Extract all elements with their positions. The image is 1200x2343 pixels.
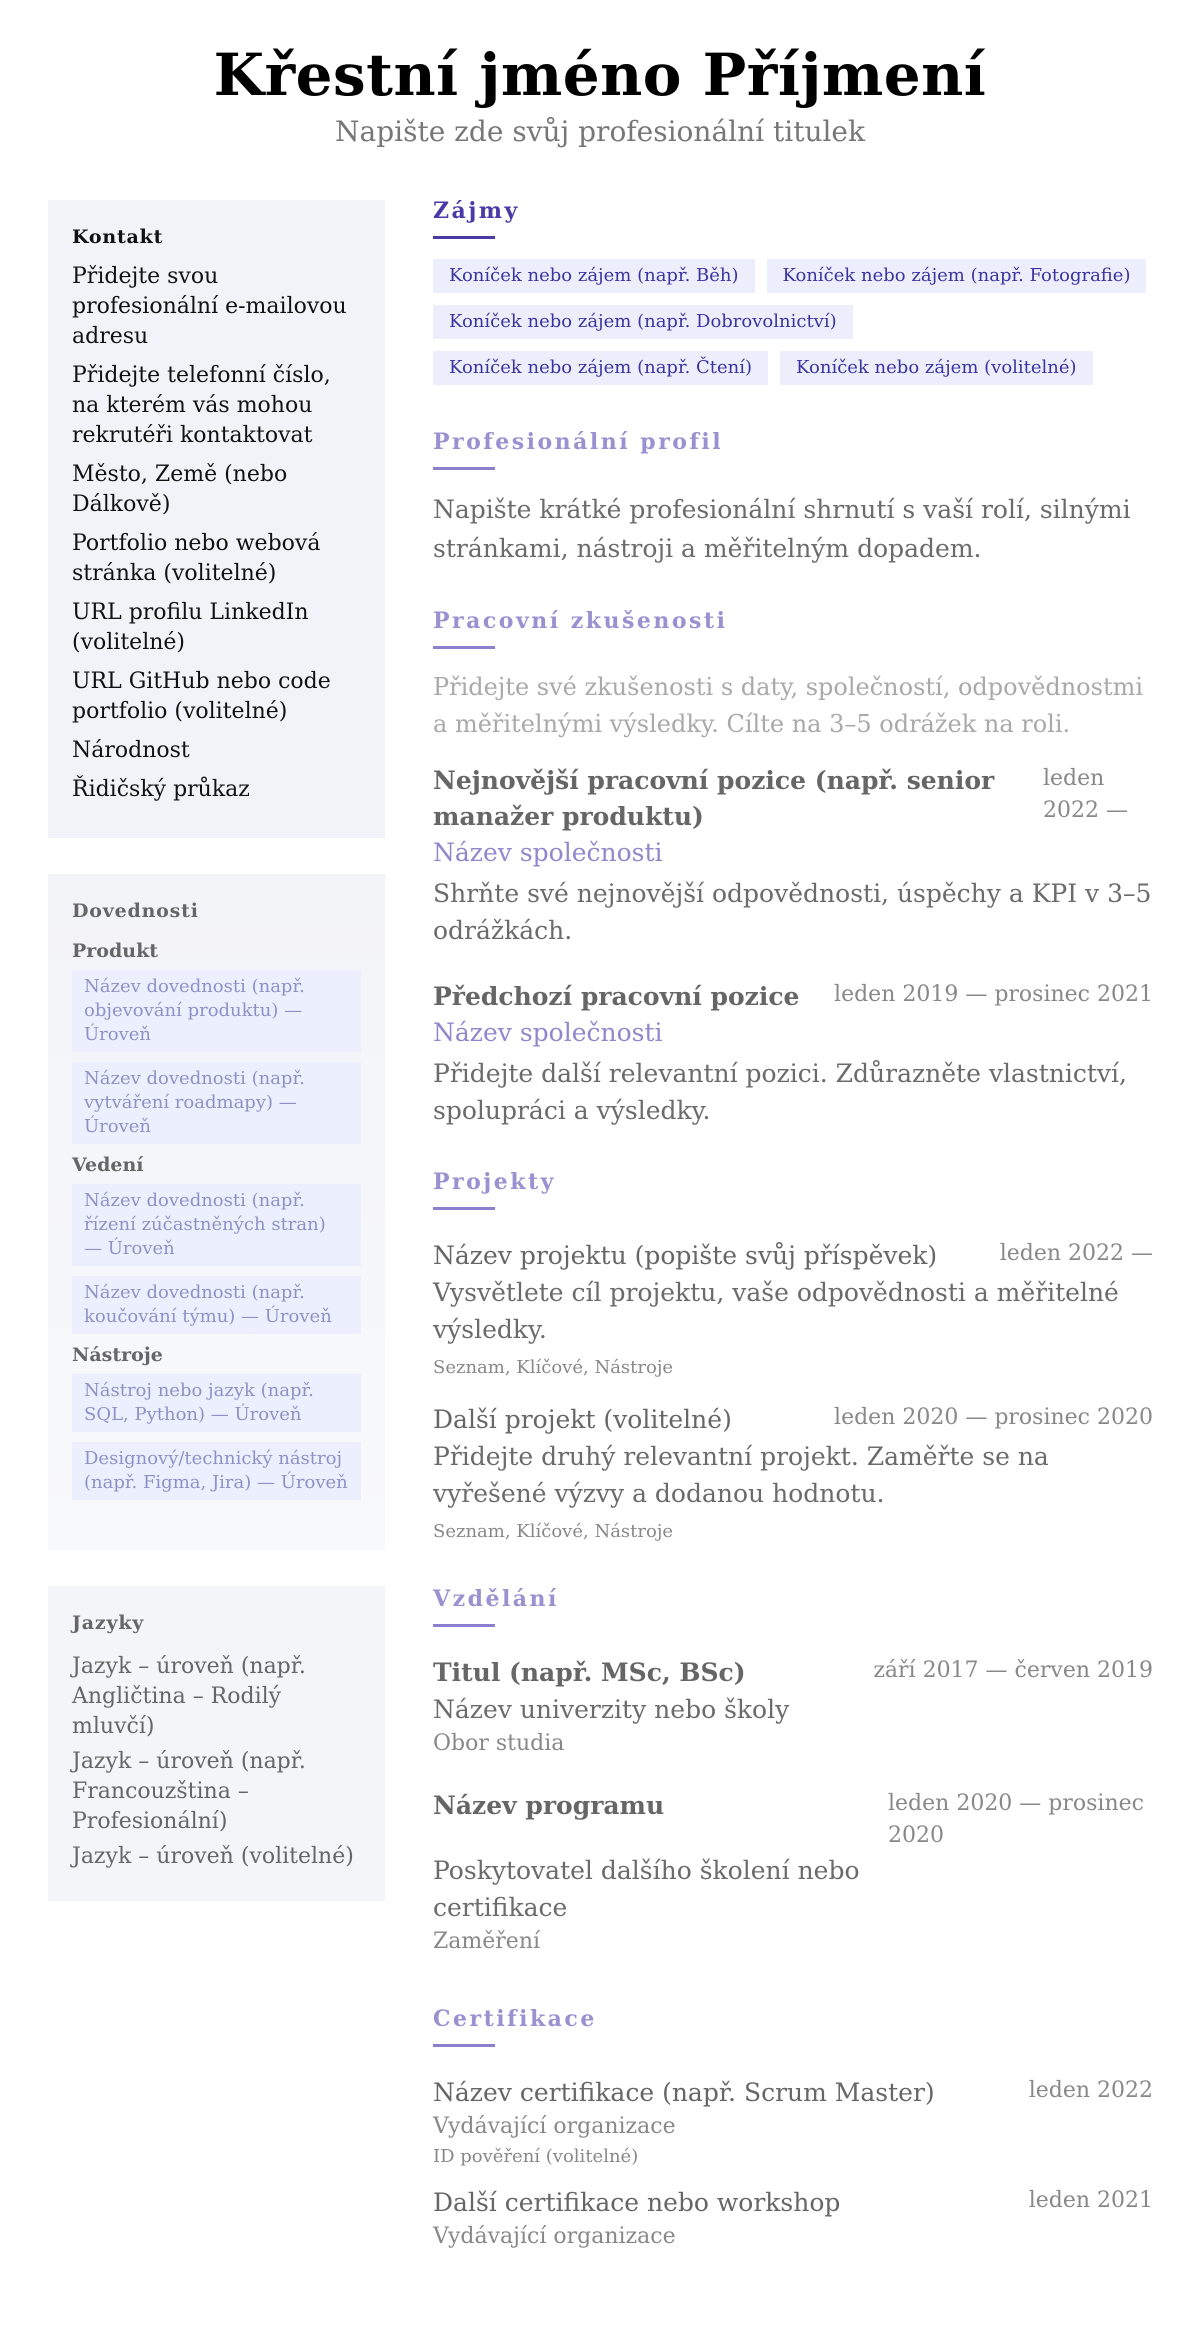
project-date: leden 2020 — prosinec 2020 — [834, 1405, 1153, 1430]
interest-tag: Koníček nebo zájem (např. Čtení) — [433, 351, 768, 385]
project-date: leden 2022 — — [999, 1241, 1153, 1266]
project-tags: Seznam, Klíčové, Nástroje — [433, 1521, 674, 1542]
skill-item: Designový/technický nástroj (např. Figma, Jira) — Úroveň — [72, 1442, 361, 1500]
certification-date: leden 2021 — [1028, 2188, 1153, 2213]
education-entry — [433, 1788, 1153, 1958]
full-name: Křestní jméno Příjmení — [213, 41, 987, 109]
school-name: Název univerzity nebo školy — [433, 1695, 790, 1724]
contact-panel — [48, 200, 385, 838]
resume-header — [0, 40, 1200, 152]
interests-section — [433, 198, 1153, 385]
section-title: Projekty — [433, 1169, 556, 1195]
company-name: Název společnosti — [433, 838, 663, 867]
skill-item: Název dovednosti (např. vytváření roadmapy) — Úroveň — [72, 1062, 361, 1144]
language-item: Jazyk – úroveň (volitelné) — [72, 1844, 354, 1869]
interest-tag: Koníček nebo zájem (volitelné) — [780, 351, 1093, 385]
language-item: Jazyk – úroveň (např. Francouzština – Profesionální) — [72, 1749, 306, 1834]
project-title: Další projekt (volitelné) — [433, 1405, 732, 1434]
languages-panel — [48, 1586, 385, 1901]
degree-title: Název programu — [433, 1791, 665, 1820]
skills-panel — [48, 874, 385, 1550]
certifications-section — [433, 2006, 1153, 2253]
contact-location: Město, Země (nebo Dálkově) — [72, 462, 288, 517]
contact-phone: Přidejte telefonní číslo, na kterém vás mohou rekrutéři kontaktovat — [72, 363, 331, 448]
job-date: leden 2019 — prosinec 2021 — [834, 982, 1153, 1007]
job-title: Nejnovější pracovní pozice (např. senior manažer produktu) — [433, 766, 995, 831]
project-description: Přidejte druhý relevantní projekt. Zaměřte se na vyřešené výzvy a dodanou hodnotu. — [433, 1442, 1049, 1508]
contact-github: URL GitHub nebo code portfolio (volitelné) — [72, 669, 331, 724]
section-title: Zájmy — [433, 198, 520, 224]
section-divider — [433, 1624, 495, 1627]
interest-tag: Koníček nebo zájem (např. Fotografie) — [767, 259, 1147, 293]
skill-item: Název dovednosti (např. objevování produktu) — Úroveň — [72, 970, 361, 1052]
sidebar — [48, 200, 385, 1901]
experience-intro: Přidejte své zkušenosti s daty, společností, odpovědnostmi a měřitelnými výsledky. Cílte na 3–5 odrážek na roli. — [433, 673, 1144, 738]
certification-title: Další certifikace nebo workshop — [433, 2188, 841, 2217]
skill-group-title: Nástroje — [72, 1344, 163, 1366]
profile-summary: Napište krátké profesionální shrnutí s vaší rolí, silnými stránkami, nástroji a měřitelným dopadem. — [433, 495, 1131, 563]
experience-section — [433, 608, 1153, 1129]
job-description: Přidejte další relevantní pozici. Zdůrazněte vlastnictví, spolupráci a výsledky. — [433, 1059, 1127, 1125]
project-description: Vysvětlete cíl projektu, vaše odpovědnosti a měřitelné výsledky. — [433, 1278, 1119, 1344]
job-description: Shrňte své nejnovější odpovědnosti, úspěchy a KPI v 3–5 odrážkách. — [433, 879, 1152, 945]
section-divider — [433, 646, 495, 649]
job-date: leden 2022 — — [1043, 766, 1128, 823]
certification-issuer: Vydávající organizace — [433, 2224, 676, 2249]
skill-group-title: Vedení — [72, 1154, 144, 1176]
certification-issuer: Vydávající organizace — [433, 2114, 676, 2139]
interest-tags — [433, 259, 1153, 385]
section-divider — [433, 1207, 495, 1210]
certification-entry — [433, 2075, 1153, 2171]
interest-tag: Koníček nebo zájem (např. Dobrovolnictví) — [433, 305, 853, 339]
contact-nationality: Národnost — [72, 738, 190, 763]
education-date: září 2017 — červen 2019 — [873, 1658, 1153, 1683]
section-divider — [433, 2044, 495, 2047]
experience-entry — [433, 979, 1153, 1129]
school-name: Poskytovatel dalšího školení nebo certifikace — [433, 1856, 860, 1922]
professional-headline: Napište zde svůj profesionální titulek — [335, 115, 865, 148]
contact-title: Kontakt — [72, 226, 164, 248]
credential-id: ID pověření (volitelné) — [433, 2146, 639, 2167]
certification-title: Název certifikace (např. Scrum Master) — [433, 2078, 935, 2107]
project-entry — [433, 1238, 1153, 1382]
languages-title: Jazyky — [72, 1612, 145, 1634]
experience-entry — [433, 763, 1153, 949]
section-divider — [433, 467, 495, 470]
language-item: Jazyk – úroveň (např. Angličtina – Rodilý mluvčí) — [72, 1654, 306, 1739]
education-date: leden 2020 — prosinec 2020 — [888, 1791, 1144, 1848]
company-name: Název společnosti — [433, 1018, 663, 1047]
skills-title: Dovednosti — [72, 900, 199, 922]
project-title: Název projektu (popište svůj příspěvek) — [433, 1241, 938, 1270]
contact-email: Přidejte svou profesionální e-mailovou adresu — [72, 264, 347, 349]
contact-portfolio: Portfolio nebo webová stránka (volitelné) — [72, 531, 321, 586]
section-title: Certifikace — [433, 2006, 597, 2032]
contact-driving-licence: Řidičský průkaz — [72, 777, 250, 802]
interest-tag: Koníček nebo zájem (např. Běh) — [433, 259, 755, 293]
skill-item: Název dovednosti (např. řízení zúčastněných stran) — Úroveň — [72, 1184, 361, 1266]
field-of-study: Obor studia — [433, 1731, 565, 1756]
education-section — [433, 1586, 1153, 1958]
profile-section — [433, 429, 1153, 568]
job-title: Předchozí pracovní pozice — [433, 982, 800, 1011]
section-title: Vzdělání — [433, 1586, 559, 1612]
education-entry — [433, 1655, 1153, 1760]
projects-section — [433, 1169, 1153, 1546]
project-entry — [433, 1402, 1153, 1546]
skill-item: Nástroj nebo jazyk (např. SQL, Python) — Úroveň — [72, 1374, 361, 1432]
contact-linkedin: URL profilu LinkedIn (volitelné) — [72, 600, 309, 655]
section-title: Pracovní zkušenosti — [433, 608, 728, 634]
field-of-study: Zaměření — [433, 1929, 541, 1954]
main-content — [433, 198, 1153, 2293]
skill-item: Název dovednosti (např. koučování týmu) — Úroveň — [72, 1276, 361, 1334]
project-tags: Seznam, Klíčové, Nástroje — [433, 1357, 674, 1378]
skill-group-title: Produkt — [72, 940, 159, 962]
degree-title: Titul (např. MSc, BSc) — [433, 1658, 746, 1687]
certification-entry — [433, 2185, 1153, 2253]
section-divider — [433, 236, 495, 239]
section-title: Profesionální profil — [433, 429, 724, 455]
certification-date: leden 2022 — [1028, 2078, 1153, 2103]
